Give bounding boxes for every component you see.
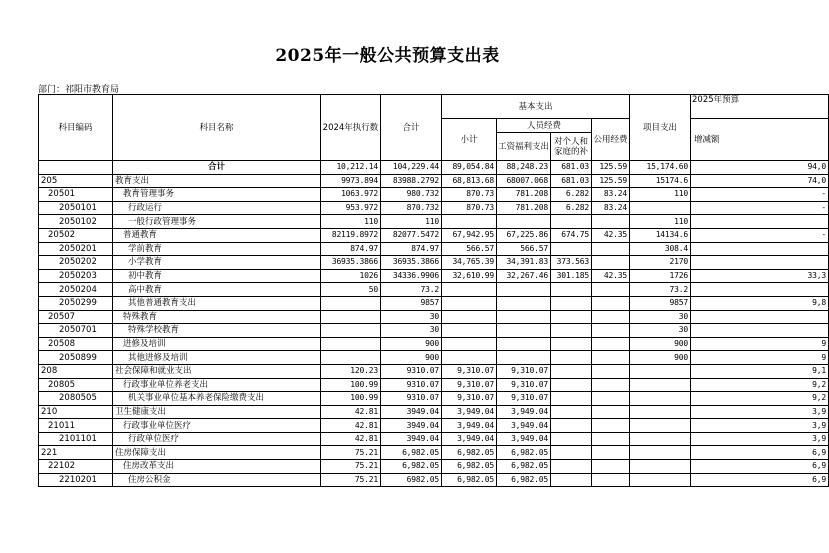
cell-name: 进修及培训 (113, 337, 321, 351)
cell-project (630, 446, 691, 460)
cell-public (592, 432, 630, 446)
cell-public (592, 310, 630, 324)
total-row (39, 161, 829, 175)
cell-extra: - (691, 188, 829, 202)
budget-table (38, 94, 829, 487)
cell-exec (321, 310, 381, 324)
cell-family (551, 432, 592, 446)
cell-project: 110 (630, 215, 691, 229)
cell-wages: 3,949.04 (497, 419, 551, 433)
cell-family (551, 215, 592, 229)
cell-subtotal: 3,949.04 (442, 405, 497, 419)
cell-wages: 6,982.05 (497, 460, 551, 474)
cell-total: 30 (381, 324, 442, 338)
cell-subtotal: 89,054.84 (442, 161, 497, 175)
cell-public (592, 324, 630, 338)
table-row (39, 405, 829, 419)
cell-family (551, 296, 592, 310)
cell-name: 高中教育 (113, 283, 321, 297)
cell-wages: 68007.068 (497, 174, 551, 188)
cell-family (551, 473, 592, 487)
cell-total: 110 (381, 215, 442, 229)
cell-subtotal (442, 324, 497, 338)
header-basic: 基本支出 (442, 95, 630, 119)
cell-name: 特殊教育 (113, 310, 321, 324)
cell-code (39, 161, 113, 175)
cell-exec: 1026 (321, 269, 381, 283)
cell-extra: 6,9 (691, 473, 829, 487)
cell-project: 30 (630, 324, 691, 338)
cell-subtotal: 870.73 (442, 201, 497, 215)
cell-subtotal: 67,942.95 (442, 228, 497, 242)
header-public: 公用经费 (592, 119, 630, 161)
cell-total: 9310.07 (381, 378, 442, 392)
cell-exec (321, 337, 381, 351)
cell-exec: 75.21 (321, 460, 381, 474)
table-row (39, 337, 829, 351)
cell-project: 308.4 (630, 242, 691, 256)
cell-total: 3949.04 (381, 432, 442, 446)
cell-family (551, 378, 592, 392)
cell-exec: 120.23 (321, 364, 381, 378)
header-budget-2025: 2025年预算 (691, 95, 829, 119)
table-row (39, 460, 829, 474)
cell-exec: 110 (321, 215, 381, 229)
cell-extra: 6,9 (691, 460, 829, 474)
cell-exec (321, 351, 381, 365)
cell-total: 82077.5472 (381, 228, 442, 242)
cell-wages: 67,225.86 (497, 228, 551, 242)
cell-wages (497, 215, 551, 229)
cell-code: 20508 (39, 337, 113, 351)
cell-wages: 3,949.04 (497, 405, 551, 419)
cell-subtotal (442, 296, 497, 310)
cell-family: 681.03 (551, 174, 592, 188)
cell-total: 9857 (381, 296, 442, 310)
cell-project: 15,174.60 (630, 161, 691, 175)
cell-subtotal: 6,982.05 (442, 446, 497, 460)
cell-extra: 3,9 (691, 432, 829, 446)
cell-name: 行政事业单位养老支出 (113, 378, 321, 392)
table-row (39, 283, 829, 297)
cell-code: 22102 (39, 460, 113, 474)
cell-name: 教育管理事务 (113, 188, 321, 202)
cell-exec: 874.97 (321, 242, 381, 256)
cell-public (592, 242, 630, 256)
cell-code: 2080505 (39, 392, 113, 406)
cell-family (551, 310, 592, 324)
table-row (39, 351, 829, 365)
table-row (39, 256, 829, 270)
cell-project (630, 364, 691, 378)
cell-project: 1726 (630, 269, 691, 283)
cell-extra: 9,2 (691, 378, 829, 392)
cell-public (592, 405, 630, 419)
cell-code: 20507 (39, 310, 113, 324)
table-row (39, 324, 829, 338)
cell-extra (691, 310, 829, 324)
cell-name: 特殊学校教育 (113, 324, 321, 338)
cell-family: 301.185 (551, 269, 592, 283)
cell-wages: 9,310.07 (497, 378, 551, 392)
cell-code: 221 (39, 446, 113, 460)
cell-name: 行政事业单位医疗 (113, 419, 321, 433)
cell-subtotal: 3,949.04 (442, 432, 497, 446)
cell-extra: 33,3 (691, 269, 829, 283)
cell-code: 2050102 (39, 215, 113, 229)
cell-project (630, 378, 691, 392)
cell-family (551, 337, 592, 351)
cell-wages (497, 324, 551, 338)
table-row (39, 242, 829, 256)
cell-project: 73.2 (630, 283, 691, 297)
cell-wages (497, 283, 551, 297)
cell-exec: 10,212.14 (321, 161, 381, 175)
cell-project: 110 (630, 188, 691, 202)
cell-wages: 781.208 (497, 201, 551, 215)
cell-total: 3949.04 (381, 419, 442, 433)
cell-wages (497, 310, 551, 324)
cell-total: 30 (381, 310, 442, 324)
cell-family (551, 460, 592, 474)
cell-code: 21011 (39, 419, 113, 433)
cell-public (592, 337, 630, 351)
table-row (39, 228, 829, 242)
cell-name: 机关事业单位基本养老保险缴费支出 (113, 392, 321, 406)
cell-extra: 74,0 (691, 174, 829, 188)
cell-subtotal: 9,310.07 (442, 378, 497, 392)
cell-project (630, 473, 691, 487)
department-label: 部门：祁阳市教育局 (38, 85, 120, 95)
cell-wages (497, 296, 551, 310)
cell-name: 社会保障和就业支出 (113, 364, 321, 378)
header-exec-2024: 2024年执行数 (321, 95, 381, 161)
cell-public (592, 283, 630, 297)
cell-public (592, 215, 630, 229)
cell-code: 2050204 (39, 283, 113, 297)
cell-wages: 781.208 (497, 188, 551, 202)
cell-wages: 9,310.07 (497, 364, 551, 378)
cell-total: 9310.07 (381, 364, 442, 378)
cell-public (592, 364, 630, 378)
cell-family (551, 364, 592, 378)
cell-public (592, 378, 630, 392)
cell-extra: 9,2 (691, 392, 829, 406)
cell-project: 900 (630, 337, 691, 351)
cell-name: 行政运行 (113, 201, 321, 215)
table-row (39, 269, 829, 283)
cell-total: 6982.05 (381, 473, 442, 487)
cell-project (630, 419, 691, 433)
cell-extra: 3,9 (691, 419, 829, 433)
cell-wages (497, 337, 551, 351)
cell-code: 20805 (39, 378, 113, 392)
cell-name: 住房保障支出 (113, 446, 321, 460)
table-row (39, 364, 829, 378)
table-row (39, 310, 829, 324)
cell-code: 2210201 (39, 473, 113, 487)
header-total: 合计 (381, 95, 442, 161)
cell-code: 2050201 (39, 242, 113, 256)
cell-total: 874.97 (381, 242, 442, 256)
cell-name: 住房改革支出 (113, 460, 321, 474)
cell-extra: 6,9 (691, 446, 829, 460)
cell-extra (691, 256, 829, 270)
cell-wages: 34,391.83 (497, 256, 551, 270)
cell-family (551, 419, 592, 433)
cell-public: 42.35 (592, 228, 630, 242)
cell-exec: 82119.8972 (321, 228, 381, 242)
table-row (39, 201, 829, 215)
cell-name: 合计 (113, 161, 321, 175)
cell-wages: 32,267.46 (497, 269, 551, 283)
cell-name: 学前教育 (113, 242, 321, 256)
cell-name: 其他普通教育支出 (113, 296, 321, 310)
cell-name: 初中教育 (113, 269, 321, 283)
cell-code: 208 (39, 364, 113, 378)
table-row (39, 188, 829, 202)
cell-subtotal: 3,949.04 (442, 419, 497, 433)
cell-exec: 75.21 (321, 473, 381, 487)
cell-family: 6.282 (551, 201, 592, 215)
header-project: 项目支出 (630, 95, 691, 161)
cell-total: 900 (381, 351, 442, 365)
cell-family (551, 242, 592, 256)
cell-total: 900 (381, 337, 442, 351)
cell-extra: 3,9 (691, 405, 829, 419)
cell-total: 6,982.05 (381, 460, 442, 474)
cell-code: 2050899 (39, 351, 113, 365)
cell-project (630, 405, 691, 419)
cell-extra (691, 215, 829, 229)
cell-total: 36935.3866 (381, 256, 442, 270)
cell-wages: 9,310.07 (497, 392, 551, 406)
cell-extra: 94,0 (691, 161, 829, 175)
cell-total: 83988.2792 (381, 174, 442, 188)
cell-exec: 75.21 (321, 446, 381, 460)
cell-code: 20501 (39, 188, 113, 202)
cell-exec: 42.81 (321, 432, 381, 446)
cell-public (592, 460, 630, 474)
cell-subtotal: 32,610.99 (442, 269, 497, 283)
cell-code: 20502 (39, 228, 113, 242)
table-row (39, 446, 829, 460)
cell-code: 2050202 (39, 256, 113, 270)
cell-subtotal (442, 351, 497, 365)
cell-name: 住房公积金 (113, 473, 321, 487)
cell-extra: 9 (691, 351, 829, 365)
cell-public (592, 446, 630, 460)
cell-extra (691, 283, 829, 297)
table-row (39, 392, 829, 406)
cell-subtotal (442, 310, 497, 324)
cell-project (630, 460, 691, 474)
cell-code: 210 (39, 405, 113, 419)
cell-wages: 88,248.23 (497, 161, 551, 175)
cell-code: 2101101 (39, 432, 113, 446)
cell-public (592, 296, 630, 310)
cell-family (551, 446, 592, 460)
cell-project: 15174.6 (630, 174, 691, 188)
cell-exec: 1063.972 (321, 188, 381, 202)
cell-exec (321, 324, 381, 338)
cell-project: 30 (630, 310, 691, 324)
page-title: 2025年一般公共预算支出表 (275, 46, 500, 66)
cell-wages: 6,982.05 (497, 446, 551, 460)
cell-total: 3949.04 (381, 405, 442, 419)
cell-wages: 566.57 (497, 242, 551, 256)
cell-subtotal (442, 215, 497, 229)
cell-public: 83.24 (592, 188, 630, 202)
table-row (39, 215, 829, 229)
cell-total: 6,982.05 (381, 446, 442, 460)
cell-family: 674.75 (551, 228, 592, 242)
cell-name: 普通教育 (113, 228, 321, 242)
cell-total: 73.2 (381, 283, 442, 297)
cell-exec: 36935.3866 (321, 256, 381, 270)
cell-extra (691, 242, 829, 256)
header-family: 对个人和家庭的补 (551, 133, 592, 161)
table-row (39, 419, 829, 433)
cell-extra: 9 (691, 337, 829, 351)
cell-extra: - (691, 228, 829, 242)
cell-code: 2050701 (39, 324, 113, 338)
cell-project (630, 432, 691, 446)
cell-family: 6.282 (551, 188, 592, 202)
cell-subtotal: 34,765.39 (442, 256, 497, 270)
cell-subtotal: 6,982.05 (442, 460, 497, 474)
cell-name: 教育支出 (113, 174, 321, 188)
cell-wages (497, 351, 551, 365)
cell-public: 125.59 (592, 161, 630, 175)
cell-public: 83.24 (592, 201, 630, 215)
table-row (39, 473, 829, 487)
cell-extra: 9,1 (691, 364, 829, 378)
cell-exec: 42.81 (321, 405, 381, 419)
cell-family (551, 283, 592, 297)
cell-project: 9857 (630, 296, 691, 310)
cell-name: 行政单位医疗 (113, 432, 321, 446)
cell-extra: 9,8 (691, 296, 829, 310)
cell-subtotal (442, 283, 497, 297)
cell-public: 125.59 (592, 174, 630, 188)
cell-subtotal: 566.57 (442, 242, 497, 256)
cell-exec (321, 296, 381, 310)
cell-exec: 50 (321, 283, 381, 297)
cell-subtotal (442, 337, 497, 351)
cell-name: 其他进修及培训 (113, 351, 321, 365)
header-code: 科目编码 (39, 95, 113, 161)
cell-family: 681.03 (551, 161, 592, 175)
cell-code: 2050203 (39, 269, 113, 283)
cell-total: 870.732 (381, 201, 442, 215)
cell-code: 205 (39, 174, 113, 188)
cell-public (592, 473, 630, 487)
header-subtotal: 小计 (442, 119, 497, 161)
cell-subtotal: 6,982.05 (442, 473, 497, 487)
cell-project (630, 392, 691, 406)
header-personnel: 人员经费 (497, 119, 592, 133)
cell-total: 34336.9906 (381, 269, 442, 283)
cell-public (592, 256, 630, 270)
table-body (39, 161, 829, 487)
table-row (39, 378, 829, 392)
cell-project: 14134.6 (630, 228, 691, 242)
cell-subtotal: 68,813.68 (442, 174, 497, 188)
cell-public (592, 351, 630, 365)
cell-total: 104,229.44 (381, 161, 442, 175)
cell-extra (691, 324, 829, 338)
cell-exec: 100.99 (321, 378, 381, 392)
cell-subtotal: 9,310.07 (442, 392, 497, 406)
cell-name: 卫生健康支出 (113, 405, 321, 419)
cell-project: 2170 (630, 256, 691, 270)
cell-name: 小学教育 (113, 256, 321, 270)
header-name: 科目名称 (113, 95, 321, 161)
cell-wages: 6,982.05 (497, 473, 551, 487)
cell-family (551, 392, 592, 406)
cell-exec: 100.99 (321, 392, 381, 406)
table-row (39, 296, 829, 310)
cell-public: 42.35 (592, 269, 630, 283)
cell-project (630, 201, 691, 215)
cell-code: 2050299 (39, 296, 113, 310)
table-row (39, 432, 829, 446)
cell-family (551, 351, 592, 365)
cell-family: 373.563 (551, 256, 592, 270)
cell-family (551, 405, 592, 419)
cell-wages: 3,949.04 (497, 432, 551, 446)
cell-name: 一般行政管理事务 (113, 215, 321, 229)
cell-public (592, 419, 630, 433)
header-wages: 工资福利支出 (497, 133, 551, 161)
cell-code: 2050101 (39, 201, 113, 215)
budget-table-container (38, 94, 827, 553)
cell-subtotal: 870.73 (442, 188, 497, 202)
cell-subtotal: 9,310.07 (442, 364, 497, 378)
table-head (39, 95, 829, 161)
cell-exec: 953.972 (321, 201, 381, 215)
cell-exec: 42.81 (321, 419, 381, 433)
cell-public (592, 392, 630, 406)
header-change: 增减额 (691, 119, 829, 161)
cell-total: 9310.07 (381, 392, 442, 406)
cell-project: 900 (630, 351, 691, 365)
table-row (39, 174, 829, 188)
cell-family (551, 324, 592, 338)
cell-total: 980.732 (381, 188, 442, 202)
cell-extra: - (691, 201, 829, 215)
cell-exec: 9973.894 (321, 174, 381, 188)
